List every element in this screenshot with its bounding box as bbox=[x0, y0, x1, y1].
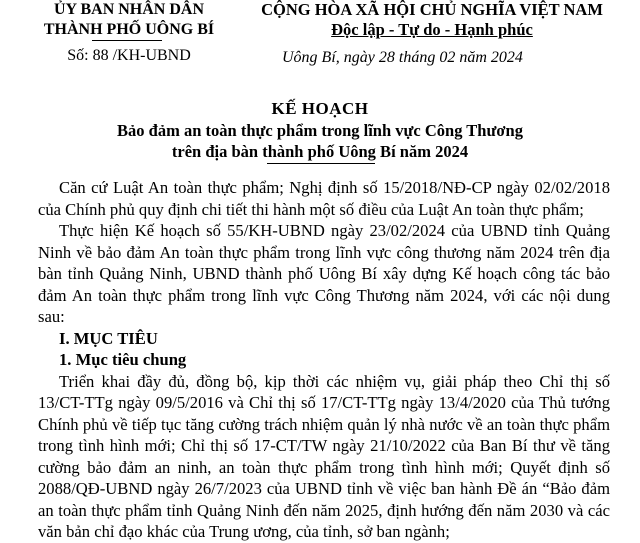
document-body bbox=[38, 177, 610, 543]
agency-name-line2: THÀNH PHỐ UÔNG BÍ bbox=[43, 21, 215, 38]
document-title-line2: trên địa bàn thành phố Uông Bí năm 2024 bbox=[171, 142, 469, 161]
nation-name: CỘNG HÒA XÃ HỘI CHỦ NGHĨA VIỆT NAM bbox=[261, 0, 603, 19]
section-heading-objectives: I. MỤC TIÊU bbox=[59, 328, 158, 348]
national-motto: Độc lập - Tự do - Hạnh phúc bbox=[331, 20, 533, 39]
document-type: KẾ HOẠCH bbox=[271, 99, 369, 118]
paragraph-implementation: Thực hiện Kế hoạch số 55/KH-UBND ngày 23/02/2024 của UBND tỉnh Quảng Ninh về bảo đảm An toàn thực phẩm trong lĩnh vực công thương năm 2024 trên địa bàn tỉnh Quảng Ninh, UBND thành phố Uông Bí xây dựng Kế hoạch công tác bảo đảm An toàn thực phẩm trong lĩnh vực Công Thương năm 2024, với các nội dung sau: bbox=[38, 221, 610, 326]
document-title-line1: Bảo đảm an toàn thực phẩm trong lĩnh vực Công Thương bbox=[117, 121, 523, 140]
issuing-agency-block bbox=[40, 0, 218, 66]
title-underline bbox=[267, 163, 375, 164]
place-and-date: Uông Bí, ngày 28 tháng 02 năm 2024 bbox=[282, 49, 523, 66]
subsection-heading-general-objective: 1. Mục tiêu chung bbox=[59, 350, 187, 369]
agency-name-line1: ỦY BAN NHÂN DÂN bbox=[53, 1, 205, 18]
agency-underline bbox=[92, 40, 162, 41]
paragraph-general-objective: Triển khai đầy đủ, đồng bộ, kịp thời các nhiệm vụ, giải pháp theo Chỉ thị số 13/CT-TTg ngày 09/5/2016 và Chỉ thị số 17/CT-TTg ngày 13/4/2020 của Thủ tướng Chính phủ về tiếp tục tăng cường trách nhiệm quản lý nhà nước về an toàn thực phẩm trong tình hình mới; Chỉ thị số 17-CT/TW ngày 21/10/2022 của Ban Bí thư về tăng cường bảo đảm an ninh, an toàn thực phẩm trong tình hình mới; Quyết định số 2088/QĐ-UBND ngày 26/7/2023 của UBND tỉnh về việc ban hành Đề án “Bảo đảm an toàn thực phẩm tỉnh Quảng Ninh đến năm 2025, định hướng đến năm 2030 và các văn bản chỉ đạo khác của Trung ương, của tỉnh, sở ban ngành; bbox=[38, 371, 610, 541]
document-number: Số: 88 /KH-UBND bbox=[67, 47, 191, 64]
document-title-block bbox=[0, 98, 640, 162]
national-title-block bbox=[236, 0, 628, 40]
paragraph-legal-basis: Căn cứ Luật An toàn thực phẩm; Nghị định số 15/2018/NĐ-CP ngày 02/02/2018 của Chính phủ quy định chi tiết thi hành một số điều của Luật An toàn thực phẩm; bbox=[38, 178, 610, 219]
